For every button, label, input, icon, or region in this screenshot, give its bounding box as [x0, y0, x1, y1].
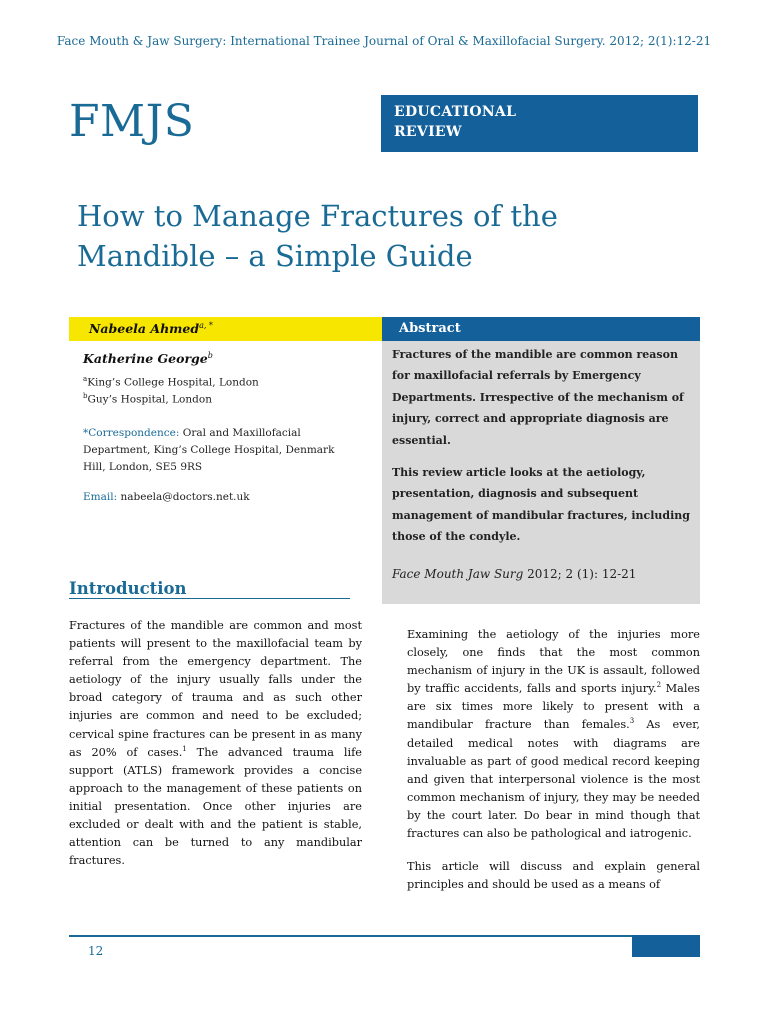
abstract-heading: Abstract — [399, 321, 461, 336]
article-type-badge — [381, 95, 698, 152]
affiliation-a-text: King’s College Hospital, London — [87, 376, 259, 389]
email-line — [83, 491, 250, 503]
author-1-name: Nabeela Ahmed — [89, 321, 200, 337]
abstract-citation-journal: Face Mouth Jaw Surg — [392, 567, 524, 581]
intro-p1-text-b: The advanced trauma life support (ATLS) framework provides a concise approach to the management of these patients on initial presentation. Once other injuries are excluded or dealt with and the patient is stable, attention can be turned to any mandibular fractures. — [69, 745, 362, 868]
intro-p2-text-b: Males are six times more likely to present with a mandibular fracture than females. — [407, 682, 700, 732]
title-line-2: Mandible – a Simple Guide — [77, 239, 473, 273]
author-2-name: Katherine George — [83, 351, 208, 367]
correspondence-label: *Correspondence: — [83, 427, 180, 439]
introduction-underline — [69, 598, 350, 599]
journal-logo: FMJS — [69, 96, 195, 147]
body-column-left — [69, 617, 362, 885]
correspondence — [83, 425, 353, 476]
badge-line-2: REVIEW — [394, 124, 462, 140]
intro-p2-text-a: Examining the aetiology of the injuries more closely, one finds that the most common mechanism of injury in the UK is assault, followed by traffic accidents, falls and sports injury. — [407, 628, 700, 696]
abstract-paragraph-2: This review article looks at the aetiology, presentation, diagnosis and subsequent management of mandibular fractures, including those of the condyle. — [392, 466, 690, 544]
abstract-citation — [392, 567, 636, 581]
citation-ref-2[interactable]: 2 — [656, 681, 662, 690]
abstract-paragraph-1: Fractures of the mandible are common reason for maxillofacial referrals by Emergency Departments. Irrespective of the mechanism of injury, correct and appropriate diagnosis are essential. — [392, 348, 684, 447]
intro-paragraph-2 — [407, 626, 700, 843]
abstract-box — [382, 341, 700, 604]
intro-p1-text-a: Fractures of the mandible are common and most patients will present to the maxillofacial team by referral from the emergency department. The aetiology of the injury usually falls under the broad category of trauma and as such other injuries are common and need to be excluded; cervical spine fractures can be present in as many as 20% of cases. — [69, 619, 362, 759]
affiliation-a-sup: a — [83, 375, 88, 383]
footer-rule — [69, 935, 699, 937]
abstract-citation-rest: 2012; 2 (1): 12-21 — [523, 567, 637, 581]
article-title — [77, 196, 677, 276]
citation-ref-1[interactable]: 1 — [182, 744, 187, 753]
intro-p2-text-c: As ever, detailed medical notes with diagrams are invaluable as part of good medical record keeping and given that interpersonal violence is the most common mechanism of injury, they may be needed by the court later. Do bear in mind though that fractures can also be pathological and iatrogenic. — [407, 718, 701, 841]
journal-citation: Face Mouth & Jaw Surgery: International Trainee Journal of Oral & Maxillofacial Surgery. 2012; 2(1):12-21 — [56, 34, 712, 48]
badge-line-1: EDUCATIONAL — [394, 104, 517, 120]
author-2-sup: b — [207, 351, 213, 360]
author-1 — [89, 321, 213, 336]
citation-ref-3[interactable]: 3 — [629, 717, 635, 726]
introduction-heading: Introduction — [69, 579, 187, 598]
affiliation-b-text: Guy’s Hospital, London — [87, 393, 212, 406]
affiliation-b-sup: b — [83, 392, 88, 400]
author-1-sup: a, * — [199, 321, 213, 330]
author-2 — [83, 351, 213, 366]
intro-paragraph-3: This article will discuss and explain general principles and should be used as a means of — [407, 860, 700, 892]
body-column-right — [407, 626, 700, 909]
footer-accent-block — [632, 935, 700, 957]
page-number: 12 — [88, 944, 104, 958]
email-label: Email: — [83, 491, 118, 503]
affiliation-a — [83, 375, 259, 389]
intro-paragraph-1 — [69, 617, 362, 870]
title-line-1: How to Manage Fractures of the — [77, 199, 558, 233]
affiliation-b — [83, 392, 212, 406]
email-link[interactable]: nabeela@doctors.net.uk — [120, 491, 250, 503]
correspondence-text: Oral and Maxillofacial Department, King’s College Hospital, Denmark Hill, London, SE5 9RS — [83, 427, 335, 473]
abstract-header — [382, 317, 700, 341]
